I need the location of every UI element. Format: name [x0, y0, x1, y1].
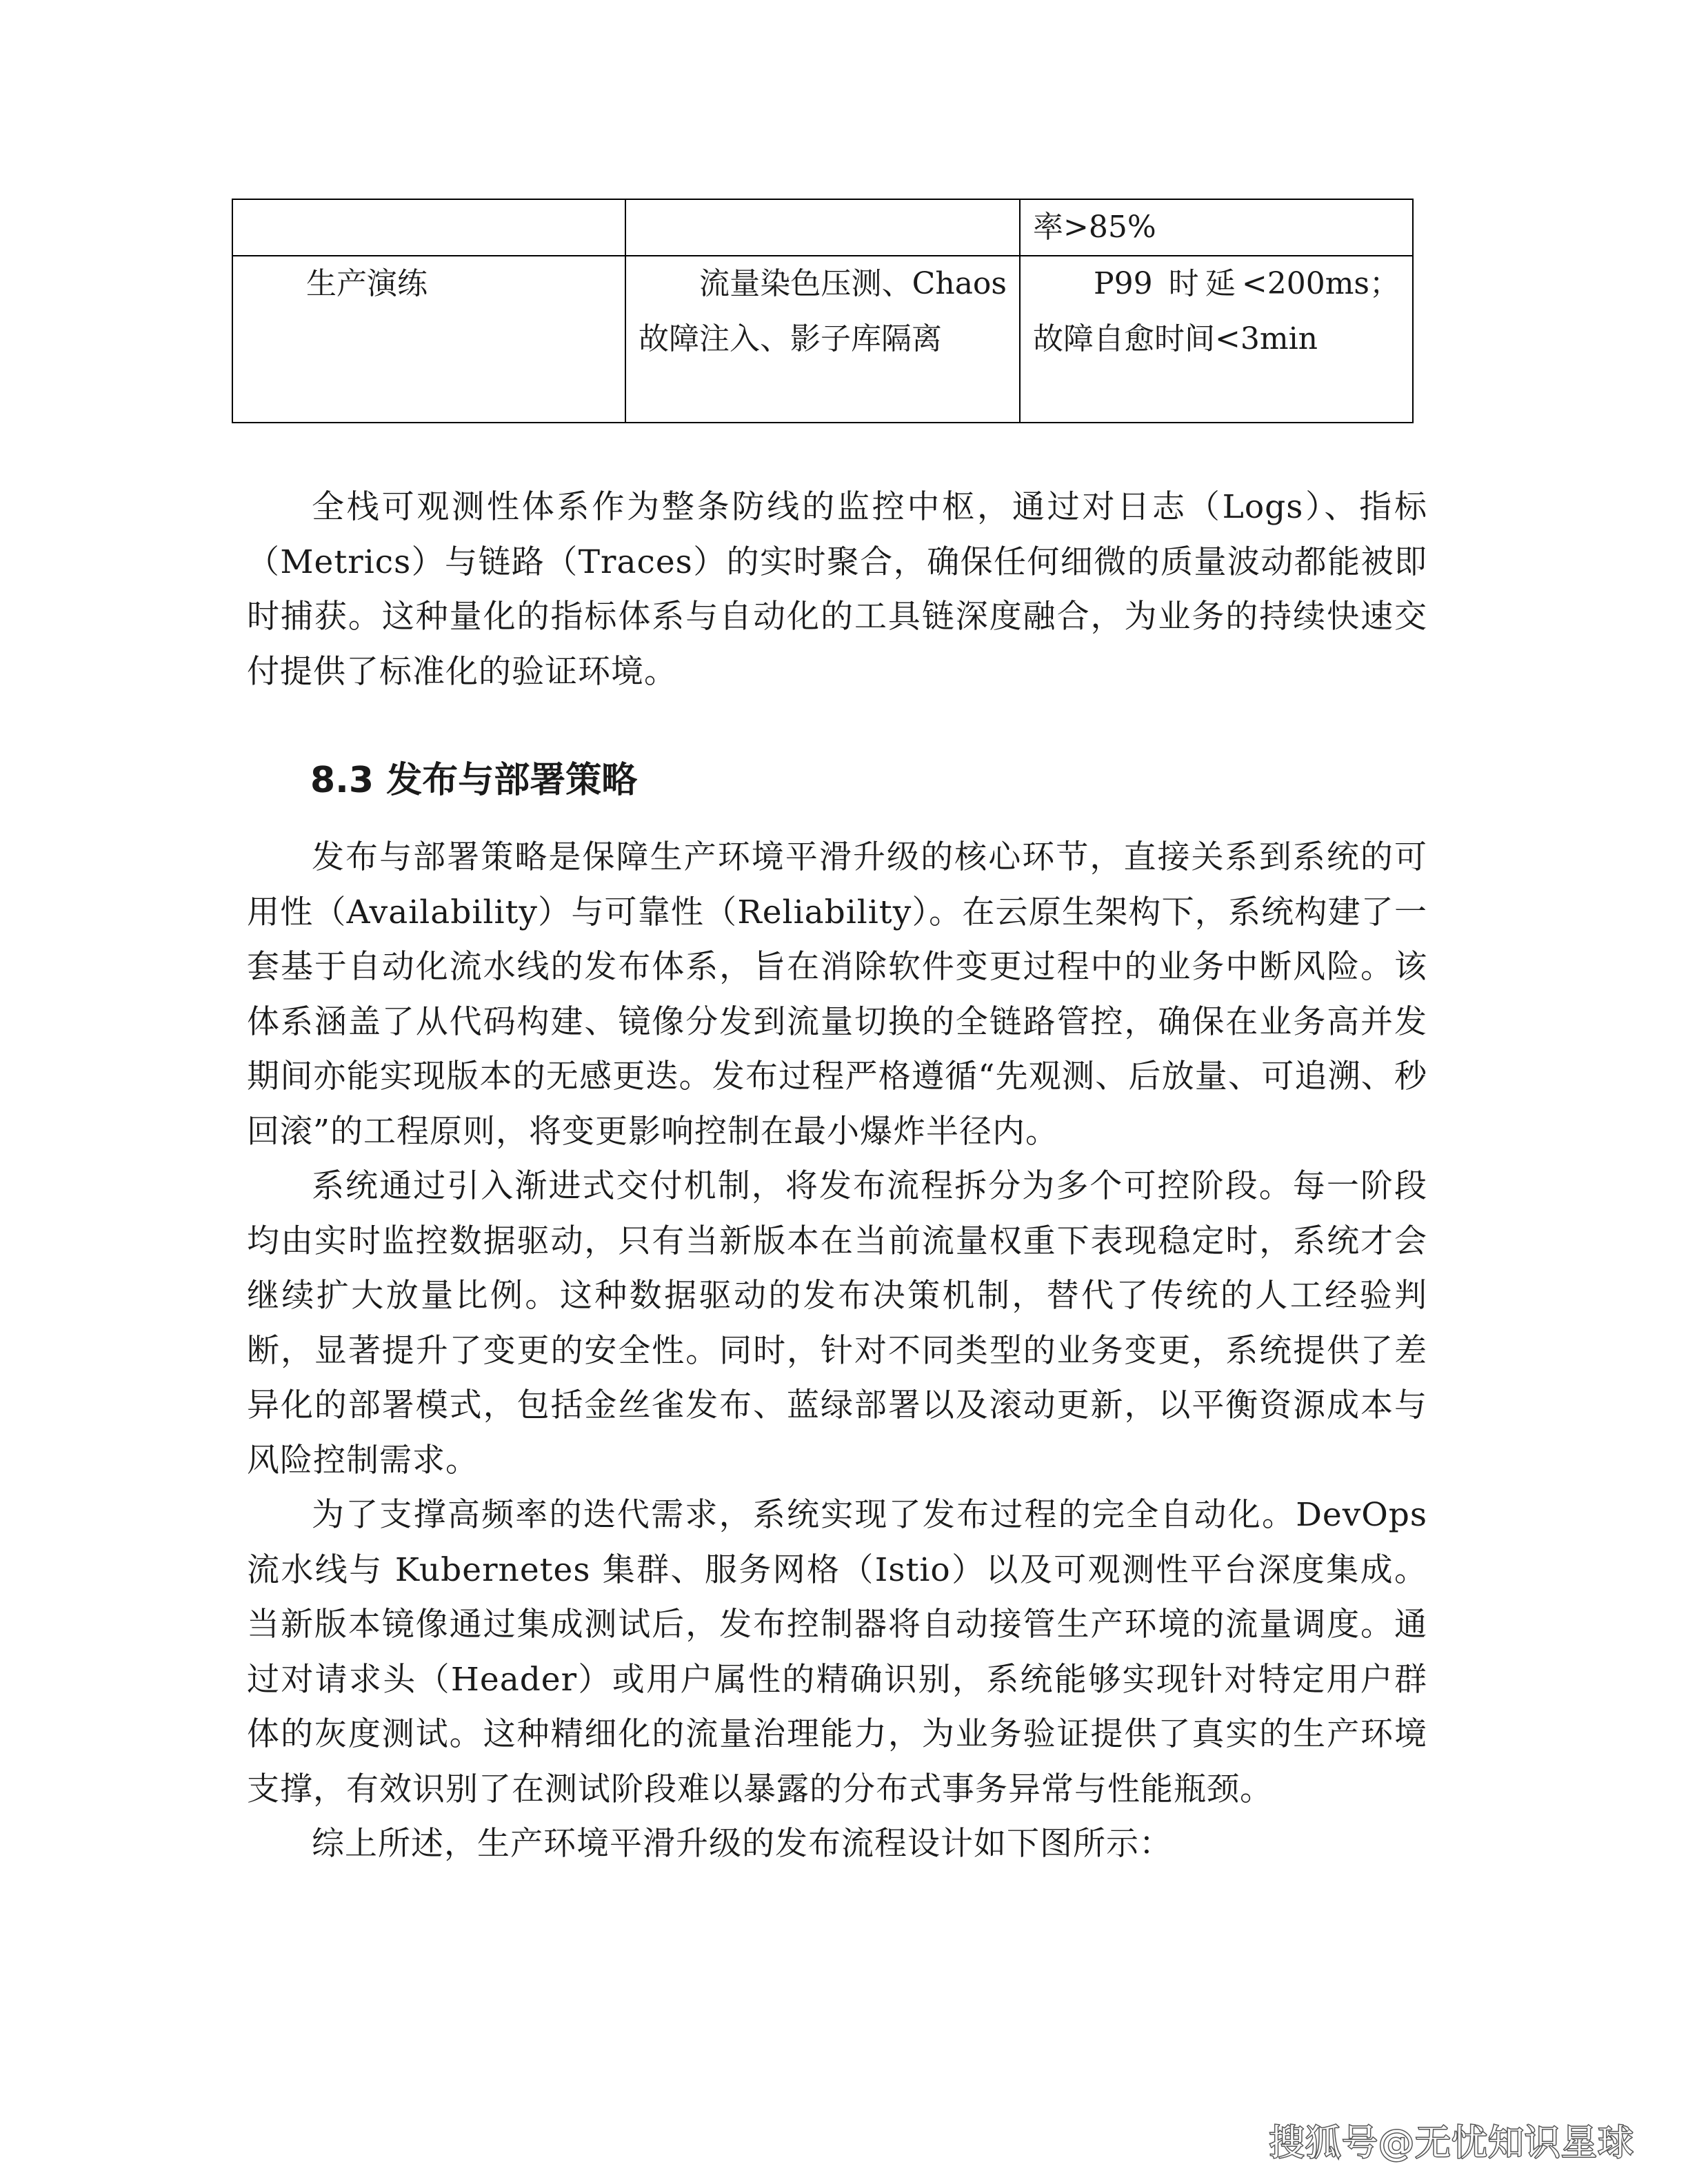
section-body	[247, 830, 1427, 1872]
table-cell-method: 流量染色压测、Chaos 故障注入、影子库隔离	[625, 256, 1020, 423]
body-paragraph: 为了支撑高频率的迭代需求，系统实现了发布过程的完全自动化。DevOps 流水线与 Kubernetes 集群、服务网格（Istio）以及可观测性平台深度集成。当新版本镜像通过集成测试后，发布控制器将自动接管生产环境的流量调度。通过对请求头（Header）或用户属性的精确识别，系统能够实现针对特定用户群体的灰度测试。这种精细化的流量治理能力，为业务验证提供了真实的生产环境支撑，有效识别了在测试阶段难以暴露的分布式事务异常与性能瓶颈。	[247, 1496, 1427, 1808]
table-cell-criteria: 率>85%	[1020, 199, 1413, 256]
table-row	[232, 199, 1413, 256]
body-paragraph: 发布与部署策略是保障生产环境平滑升级的核心环节，直接关系到系统的可用性（Availability）与可靠性（Reliability）。在云原生架构下，系统构建了一套基于自动化流水线的发布体系，旨在消除软件变更过程中的业务中断风险。该体系涵盖了从代码构建、镜像分发到流量切换的全链路管控，确保在业务高并发期间亦能实现版本的无感更迭。发布过程严格遵循“先观测、后放量、可追溯、秒回滚”的工程原则，将变更影响控制在最小爆炸半径内。	[247, 838, 1427, 1151]
table-cell-method	[625, 199, 1020, 256]
section-heading: 8.3 发布与部署策略	[310, 760, 638, 801]
body-paragraph: 全栈可观测性体系作为整条防线的监控中枢，通过对日志（Logs）、指标（Metrics）与链路（Traces）的实时聚合，确保任何细微的质量波动都能被即时捕获。这种量化的指标体系与自动化的工具链深度融合，为业务的持续快速交付提供了标准化的验证环境。	[247, 488, 1427, 691]
observability-paragraph-block	[247, 480, 1427, 699]
verification-table	[232, 199, 1414, 423]
watermark-text: 搜狐号@无忧知识星球	[1268, 2123, 1634, 2164]
body-paragraph: 系统通过引入渐进式交付机制，将发布流程拆分为多个可控阶段。每一阶段均由实时监控数据驱动，只有当新版本在当前流量权重下表现稳定时，系统才会继续扩大放量比例。这种数据驱动的发布决策机制，替代了传统的人工经验判断，显著提升了变更的安全性。同时，针对不同类型的业务变更，系统提供了差异化的部署模式，包括金丝雀发布、蓝绿部署以及滚动更新，以平衡资源成本与风险控制需求。	[247, 1167, 1427, 1479]
table-cell-stage	[232, 199, 625, 256]
table-row	[232, 256, 1413, 423]
table-cell-criteria: P99 时延<200ms；故障自愈时间<3min	[1020, 256, 1413, 423]
table-cell-stage: 生产演练	[232, 256, 625, 423]
body-paragraph: 综上所述，生产环境平滑升级的发布流程设计如下图所示：	[312, 1825, 1172, 1863]
